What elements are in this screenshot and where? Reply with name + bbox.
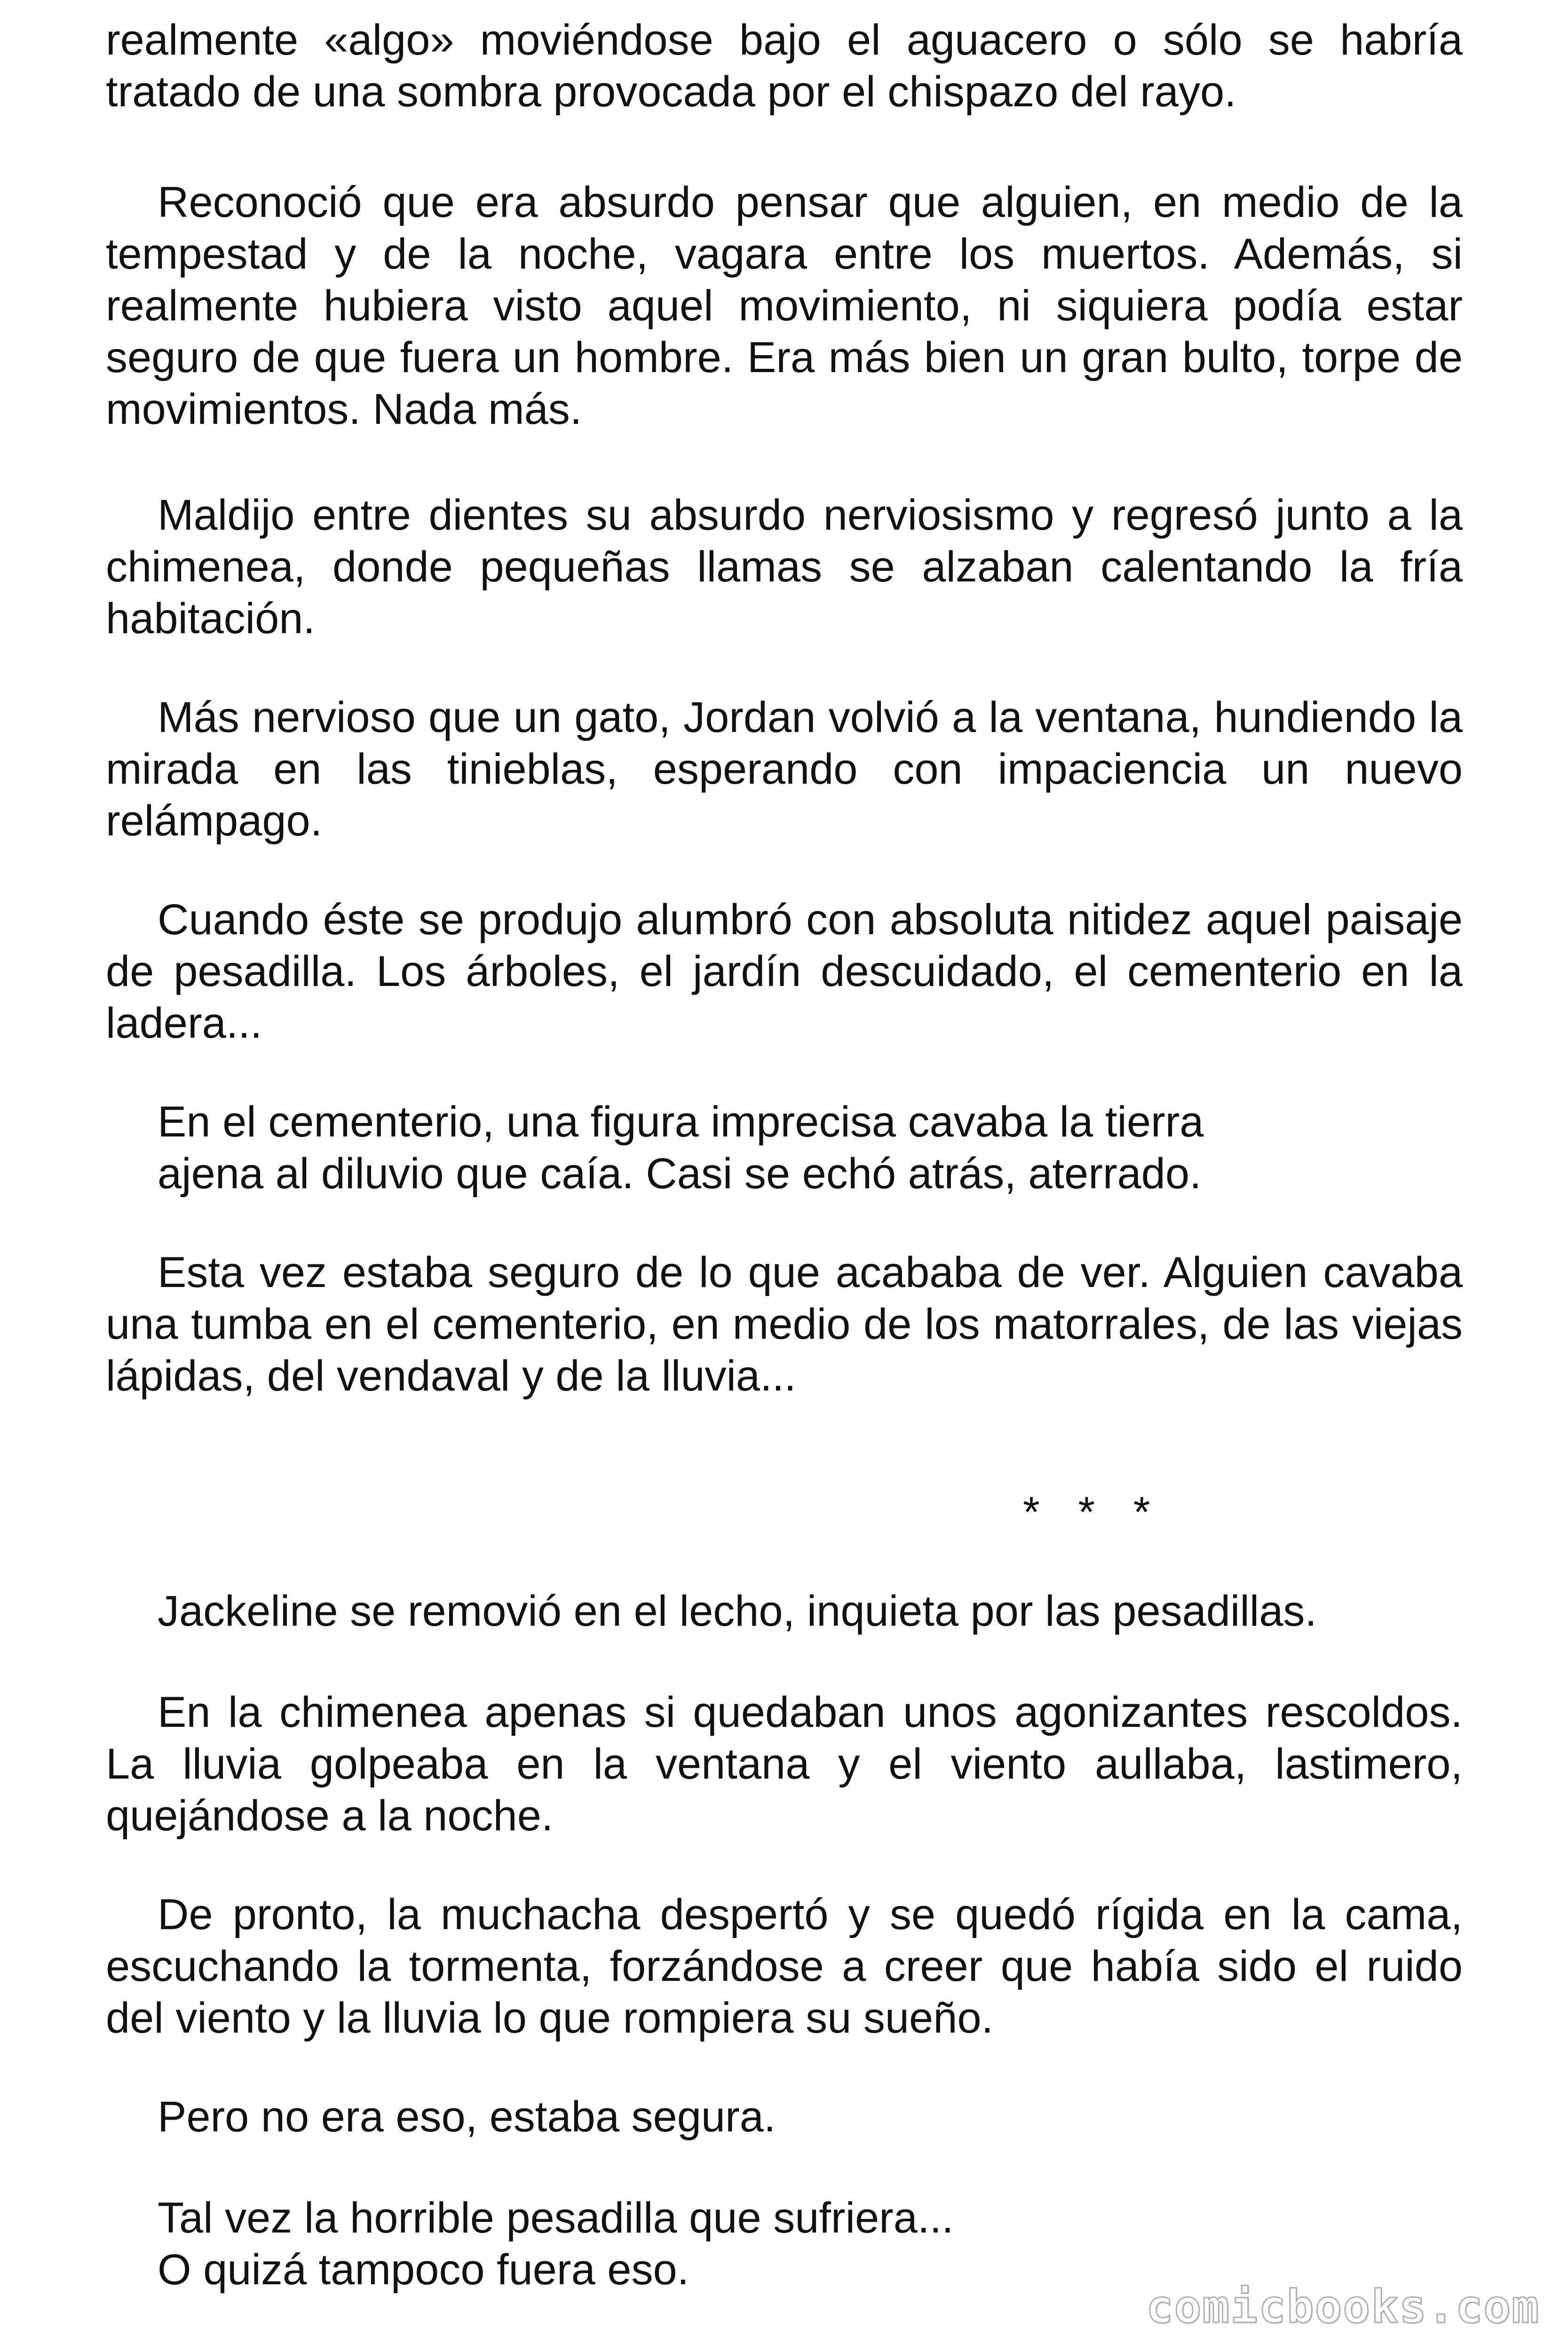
paragraph-10-line-2: escuchando la tormenta, forzándose a creer que había sido el ruido (106, 1942, 1463, 1990)
paragraph-2-line-1: Reconoció que era absurdo pensar que alguien, en medio de la (158, 178, 1463, 226)
paragraph-5-line-3: ladera... (106, 999, 262, 1047)
paragraph-2-line-3: realmente hubiera visto aquel movimiento, ni siquiera podía estar (106, 282, 1463, 330)
paragraph-10-line-1: De pronto, la muchacha despertó y se quedó rígida en la cama, (158, 1891, 1463, 1939)
paragraph-9-line-1: En la chimenea apenas si quedaban unos agonizantes rescoldos. (158, 1688, 1463, 1736)
paragraph-8-line-1: Jackeline se removió en el lecho, inquieta por las pesadillas. (158, 1587, 1317, 1635)
paragraph-4-line-1: Más nervioso que un gato, Jordan volvió a la ventana, hundiendo la (158, 693, 1463, 741)
paragraph-10-line-3: del viento y la lluvia lo que rompiera su sueño. (106, 1994, 994, 2042)
paragraph-3-line-2: chimenea, donde pequeñas llamas se alzaban calentando la fría (106, 543, 1463, 591)
paragraph-6-line-2: ajena al diluvio que caía. Casi se echó atrás, aterrado. (158, 1150, 1202, 1198)
paragraph-7-line-1: Esta vez estaba seguro de lo que acababa de ver. Alguien cavaba (158, 1248, 1463, 1296)
paragraph-5-line-1: Cuando éste se produjo alumbró con absoluta nitidez aquel paisaje (158, 896, 1463, 944)
paragraph-9-line-2: La lluvia golpeaba en la ventana y el viento aullaba, lastimero, (106, 1740, 1463, 1788)
paragraph-12-line-1: Tal vez la horrible pesadilla que sufriera... (158, 2194, 954, 2242)
paragraph-11-line-1: Pero no era eso, estaba segura. (158, 2093, 776, 2141)
scene-break: * * * (1023, 1488, 1164, 1536)
site-watermark: comicbooks.com (1146, 2280, 1540, 2333)
paragraph-4-line-3: relámpago. (106, 797, 323, 845)
paragraph-9-line-3: quejándose a la noche. (106, 1792, 554, 1840)
paragraph-2-line-5: movimientos. Nada más. (106, 385, 582, 433)
paragraph-1-line-2: tratado de una sombra provocada por el chispazo del rayo. (106, 68, 1236, 116)
paragraph-3-line-3: habitación. (106, 595, 315, 643)
paragraph-2-line-2: tempestad y de la noche, vagara entre los muertos. Además, si (106, 230, 1463, 278)
paragraph-2-line-4: seguro de que fuera un hombre. Era más bien un gran bulto, torpe de (106, 334, 1463, 381)
paragraph-5-line-2: de pesadilla. Los árboles, el jardín descuidado, el cementerio en la (106, 947, 1463, 995)
paragraph-7-line-3: lápidas, del vendaval y de la lluvia... (106, 1352, 796, 1400)
paragraph-3-line-1: Maldijo entre dientes su absurdo nerviosismo y regresó junto a la (158, 491, 1463, 539)
paragraph-4-line-2: mirada en las tinieblas, esperando con impaciencia un nuevo (106, 745, 1463, 793)
paragraph-7-line-2: una tumba en el cementerio, en medio de los matorrales, de las viejas (106, 1300, 1463, 1348)
paragraph-6-line-1: En el cementerio, una figura imprecisa cavaba la tierra (158, 1098, 1204, 1146)
paragraph-12-line-2: O quizá tampoco fuera eso. (158, 2246, 689, 2294)
paragraph-1-line-1: realmente «algo» moviéndose bajo el aguacero o sólo se habría (106, 16, 1463, 64)
